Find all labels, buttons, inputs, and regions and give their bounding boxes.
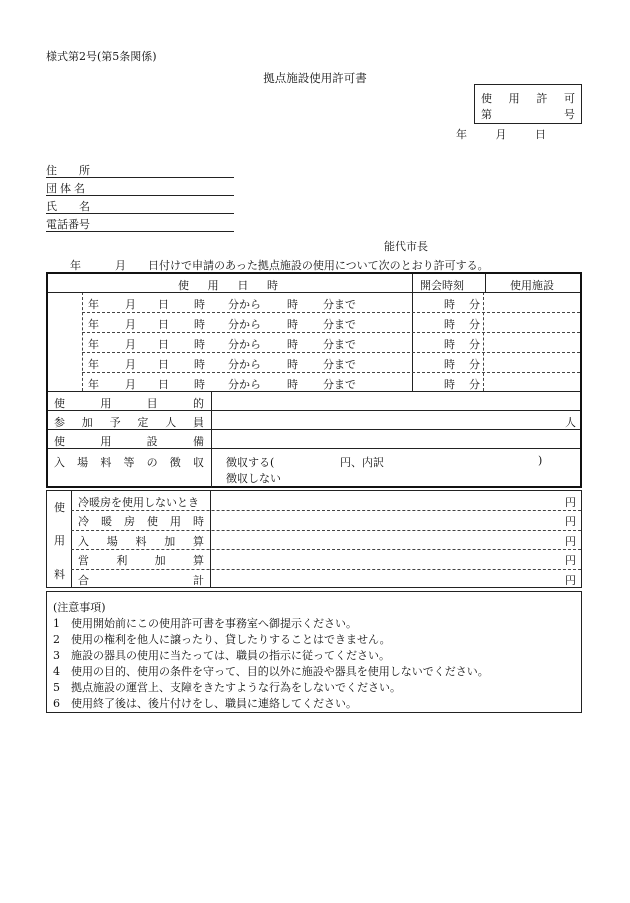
schedule-row-part: 時 [287, 298, 298, 311]
header-opening-time: 開会時刻 [420, 279, 464, 292]
mayor-signature: 能代市長 [384, 240, 428, 253]
charge-unit: 円 [565, 515, 576, 529]
schedule-row-part: 時 [194, 298, 205, 311]
name-field[interactable] [46, 196, 234, 214]
charge-label: 営 利 加 算 [78, 554, 204, 568]
phone-label: 電話番号 [46, 218, 90, 231]
intro-text: 日付けで申請のあった拠点施設の使用について次のとおり許可する。 [148, 259, 489, 272]
schedule-row-part: 月 [125, 378, 136, 391]
schedule-row-part: 日 [158, 338, 169, 351]
form-number-label: 様式第2号(第5条関係) [46, 50, 157, 63]
schedule-row-part: 年 [88, 298, 99, 311]
opening-time-part: 時 [444, 318, 455, 331]
equipment-label: 使 用 設 備 [54, 435, 204, 448]
schedule-row-part: 時 [287, 338, 298, 351]
notes-section [46, 591, 582, 713]
group-name-label: 団体名 [46, 182, 88, 195]
permit-box-line1 [481, 90, 575, 106]
fee-table [46, 490, 582, 588]
fee-label: 入 場 料 等 の 徴 収 [54, 456, 204, 469]
charge-unit: 円 [565, 554, 576, 568]
schedule-row-part: 年 [88, 358, 99, 371]
charge-unit: 円 [565, 573, 576, 587]
charges-vertical-char: 料 [54, 568, 65, 581]
charge-label: 冷 暖 房 使 用 時 [78, 515, 204, 529]
issue-date [456, 126, 546, 142]
permit-box-char: 号 [564, 108, 575, 121]
schedule-row-part: 年 [88, 338, 99, 351]
opening-time-part: 時 [444, 378, 455, 391]
schedule-row-part: 分から [228, 358, 261, 371]
schedule-row-part: 分から [228, 298, 261, 311]
opening-time-part: 分 [469, 338, 480, 351]
opening-time-part: 分 [469, 318, 480, 331]
opening-time-part: 分 [469, 358, 480, 371]
intro-month: 月 [115, 259, 126, 272]
date-month: 月 [495, 128, 507, 141]
opening-time-part: 時 [444, 298, 455, 311]
fee-none-option[interactable]: 徴収しない [226, 472, 281, 485]
schedule-row-part: 分まで [323, 338, 356, 351]
schedule-row-part: 年 [88, 318, 99, 331]
schedule-row-part: 月 [125, 298, 136, 311]
charge-unit: 円 [565, 534, 576, 548]
intro-year: 年 [70, 259, 81, 272]
attendees-unit: 人 [565, 416, 576, 429]
schedule-row-part: 年 [88, 378, 99, 391]
charge-label: 合 計 [78, 573, 204, 587]
opening-time-part: 分 [469, 378, 480, 391]
schedule-row-part: 月 [125, 338, 136, 351]
schedule-row-part: 月 [125, 358, 136, 371]
header-facility: 使用施設 [510, 279, 554, 292]
schedule-row-part: 分まで [323, 378, 356, 391]
address-label: 住 所 [46, 164, 90, 177]
schedule-row-part: 分まで [323, 298, 356, 311]
group-name-field[interactable] [46, 178, 234, 196]
schedule-row-part: 分まで [323, 318, 356, 331]
date-day: 日 [535, 128, 546, 141]
phone-field[interactable] [46, 214, 234, 232]
schedule-row-part: 時 [194, 378, 205, 391]
permit-box-char: 許 [536, 92, 548, 105]
schedule-row-part: 時 [287, 378, 298, 391]
note-item: 2 使用の権利を他人に譲ったり、貸したりすることはできません。 [53, 633, 391, 646]
permit-number-box [474, 84, 582, 124]
permit-box-char: 使 [481, 92, 492, 105]
note-item: 1 使用開始前にこの使用許可書を事務室へ御提示ください。 [53, 617, 357, 630]
address-field[interactable] [46, 160, 234, 178]
permit-box-char: 第 [481, 108, 492, 121]
permit-box-char: 可 [563, 92, 575, 105]
opening-time-part: 分 [469, 298, 480, 311]
schedule-row-part: 時 [194, 358, 205, 371]
schedule-row-part: 時 [194, 338, 205, 351]
header-use-datetime: 使 用 日 時 [178, 279, 278, 292]
schedule-row-part: 日 [158, 358, 169, 371]
charge-label: 冷暖房を使用しないとき [78, 496, 199, 509]
schedule-row-part: 分まで [323, 358, 356, 371]
charge-label: 入 場 料 加 算 [78, 534, 204, 548]
opening-time-part: 時 [444, 338, 455, 351]
schedule-row-part: 時 [287, 318, 298, 331]
schedule-row-part: 日 [158, 298, 169, 311]
permit-box-line2 [481, 106, 575, 122]
opening-time-part: 時 [444, 358, 455, 371]
permit-box-char: 用 [508, 92, 520, 105]
note-item: 6 使用終了後は、後片付けをし、職員に連絡してください。 [53, 697, 357, 710]
date-year: 年 [456, 128, 467, 141]
schedule-row-part: 時 [194, 318, 205, 331]
fee-yen-breakdown: 円、内訳 [340, 456, 384, 469]
schedule-row-part: 分から [228, 378, 261, 391]
notes-heading: (注意事項) [53, 601, 106, 614]
schedule-row-part: 分から [228, 338, 261, 351]
charges-vertical-char: 使 [54, 501, 65, 514]
document-title: 拠点施設使用許可書 [263, 71, 367, 85]
attendees-label: 参 加 予 定 人 員 [54, 416, 204, 429]
fee-close-paren: ) [538, 454, 543, 467]
note-item: 3 施設の器具の使用に当たっては、職員の指示に従ってください。 [53, 649, 390, 662]
purpose-label: 使 用 目 的 [54, 397, 204, 410]
schedule-row-part: 日 [158, 318, 169, 331]
charge-unit: 円 [565, 496, 576, 509]
schedule-table [46, 272, 582, 488]
schedule-row-part: 分から [228, 318, 261, 331]
charges-vertical-char: 用 [54, 534, 65, 547]
schedule-row-part: 日 [158, 378, 169, 391]
name-label: 氏 名 [46, 200, 90, 213]
fee-collect-option[interactable]: 徴収する( [226, 456, 275, 469]
intro-sentence [70, 257, 489, 273]
note-item: 4 使用の目的、使用の条件を守って、目的以外に施設や器具を使用しないでください。 [53, 665, 489, 678]
schedule-row-part: 時 [287, 358, 298, 371]
schedule-row-part: 月 [125, 318, 136, 331]
note-item: 5 拠点施設の運営上、支障をきたすような行為をしないでください。 [53, 681, 401, 694]
